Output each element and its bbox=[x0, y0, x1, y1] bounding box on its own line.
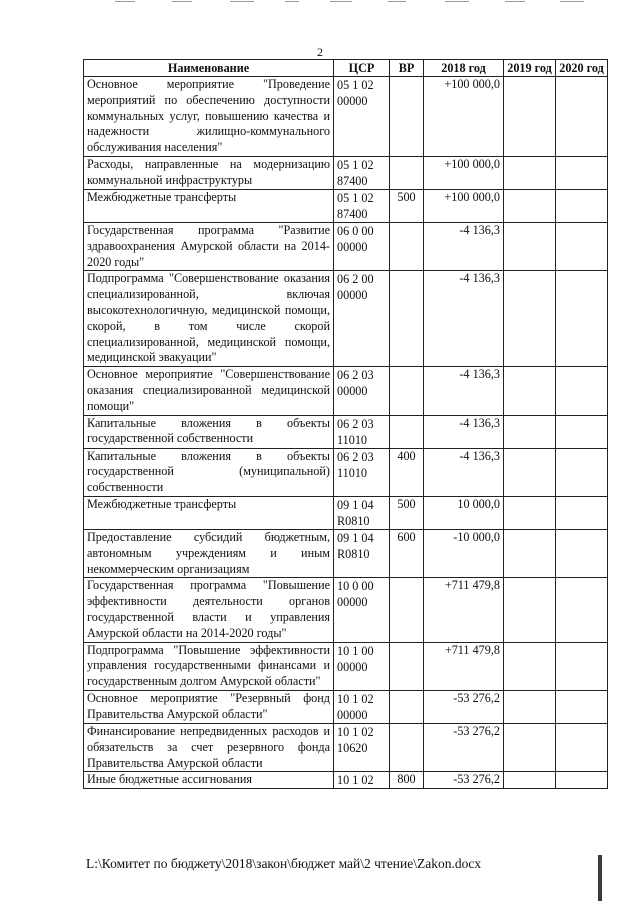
row-csr bbox=[334, 690, 390, 723]
table-row bbox=[84, 772, 608, 789]
row-2020 bbox=[556, 222, 608, 270]
row-vr bbox=[390, 642, 424, 690]
row-csr bbox=[334, 496, 390, 529]
csr-code-part: 00000 bbox=[337, 707, 368, 722]
table-row bbox=[84, 367, 608, 415]
row-2018: 10 000,0 bbox=[424, 496, 504, 529]
row-name: Капитальные вложения в объекты государственной собственности bbox=[84, 415, 334, 448]
row-2019 bbox=[504, 189, 556, 222]
row-csr bbox=[334, 77, 390, 157]
csr-code-part: 09 1 04 bbox=[337, 530, 374, 545]
csr-code-part: 00000 bbox=[337, 595, 368, 610]
table-row bbox=[84, 496, 608, 529]
row-vr: 600 bbox=[390, 529, 424, 577]
csr-code-part: 06 2 03 bbox=[337, 416, 374, 431]
row-name: Основное мероприятие "Проведение мероприятий по обеспечению доступности коммунальных услуг, повышению качества и надежности жилищно-коммунального обслуживания населения" bbox=[84, 77, 334, 157]
row-2020 bbox=[556, 77, 608, 157]
row-name: Иные бюджетные ассигнования bbox=[84, 772, 334, 789]
table-header-row bbox=[84, 60, 608, 77]
header-2020: 2020 год bbox=[556, 60, 608, 77]
row-name: Подпрограмма "Повышение эффективности управления государственными финансами и государственным долгом Амурской области" bbox=[84, 642, 334, 690]
row-2018: +100 000,0 bbox=[424, 189, 504, 222]
row-name: Расходы, направленные на модернизацию коммунальной инфраструктуры bbox=[84, 156, 334, 189]
scan-edge-mark bbox=[598, 855, 602, 901]
row-name: Основное мероприятие "Резервный фонд Правительства Амурской области" bbox=[84, 690, 334, 723]
csr-code-part: 11010 bbox=[337, 465, 368, 480]
budget-table bbox=[83, 59, 608, 789]
row-2019 bbox=[504, 367, 556, 415]
csr-code-part: R0810 bbox=[337, 513, 370, 528]
footer-file-path: L:\Комитет по бюджету\2018\закон\бюджет май\2 чтение\Zakon.docx bbox=[86, 856, 482, 871]
scan-top-edge bbox=[0, 0, 640, 4]
row-2019 bbox=[504, 448, 556, 496]
csr-code-part: 10620 bbox=[337, 740, 368, 755]
row-vr: 400 bbox=[390, 448, 424, 496]
table-row bbox=[84, 642, 608, 690]
csr-code-part: 11010 bbox=[337, 432, 368, 447]
header-name: Наименование bbox=[84, 60, 334, 77]
row-2018: +711 479,8 bbox=[424, 642, 504, 690]
csr-code-part: 10 1 02 bbox=[337, 724, 374, 739]
table-row bbox=[84, 77, 608, 157]
table-row bbox=[84, 271, 608, 367]
row-vr: 500 bbox=[390, 496, 424, 529]
row-csr bbox=[334, 189, 390, 222]
table-row bbox=[84, 690, 608, 723]
row-vr: 500 bbox=[390, 189, 424, 222]
row-2019 bbox=[504, 690, 556, 723]
row-2019 bbox=[504, 496, 556, 529]
table-row bbox=[84, 222, 608, 270]
table-row bbox=[84, 415, 608, 448]
row-2019 bbox=[504, 271, 556, 367]
row-vr bbox=[390, 690, 424, 723]
row-csr bbox=[334, 222, 390, 270]
csr-code-part: 06 2 03 bbox=[337, 368, 374, 383]
row-name: Государственная программа "Развитие здравоохранения Амурской области на 2014-2020 годы" bbox=[84, 222, 334, 270]
row-name: Финансирование непредвиденных расходов и обязательств за счет резервного фонда Правительства Амурской области bbox=[84, 723, 334, 771]
csr-code-part: 10 1 02 bbox=[337, 773, 374, 788]
row-csr bbox=[334, 642, 390, 690]
row-2018: -10 000,0 bbox=[424, 529, 504, 577]
row-vr: 800 bbox=[390, 772, 424, 789]
row-csr bbox=[334, 772, 390, 789]
row-vr bbox=[390, 271, 424, 367]
header-csr: ЦСР bbox=[334, 60, 390, 77]
header-vr: ВР bbox=[390, 60, 424, 77]
row-name: Предоставление субсидий бюджетным, автономным учреждениям и иным некоммерческим организациям bbox=[84, 529, 334, 577]
row-2018: +100 000,0 bbox=[424, 77, 504, 157]
csr-code-part: 00000 bbox=[337, 288, 368, 303]
row-name: Межбюджетные трансферты bbox=[84, 496, 334, 529]
row-csr bbox=[334, 415, 390, 448]
row-2019 bbox=[504, 415, 556, 448]
csr-code-part: 10 1 00 bbox=[337, 643, 374, 658]
csr-code-part: 06 0 00 bbox=[337, 223, 374, 238]
row-2018: -53 276,2 bbox=[424, 723, 504, 771]
row-2018: -4 136,3 bbox=[424, 448, 504, 496]
csr-code-part: 00000 bbox=[337, 384, 368, 399]
row-2020 bbox=[556, 189, 608, 222]
row-vr bbox=[390, 723, 424, 771]
row-2019 bbox=[504, 156, 556, 189]
csr-code-part: 06 2 03 bbox=[337, 449, 374, 464]
row-2020 bbox=[556, 772, 608, 789]
csr-code-part: 87400 bbox=[337, 206, 368, 221]
row-2019 bbox=[504, 578, 556, 642]
row-2020 bbox=[556, 690, 608, 723]
table-row bbox=[84, 723, 608, 771]
table-row bbox=[84, 156, 608, 189]
row-2018: -53 276,2 bbox=[424, 690, 504, 723]
row-2020 bbox=[556, 448, 608, 496]
row-2018: -4 136,3 bbox=[424, 222, 504, 270]
row-2020 bbox=[556, 415, 608, 448]
row-vr bbox=[390, 415, 424, 448]
row-2018: +711 479,8 bbox=[424, 578, 504, 642]
row-2020 bbox=[556, 578, 608, 642]
csr-code-part: R0810 bbox=[337, 546, 370, 561]
header-2018: 2018 год bbox=[424, 60, 504, 77]
row-2019 bbox=[504, 77, 556, 157]
row-2020 bbox=[556, 496, 608, 529]
row-2020 bbox=[556, 723, 608, 771]
csr-code-part: 00000 bbox=[337, 94, 368, 108]
table-row bbox=[84, 529, 608, 577]
row-csr bbox=[334, 578, 390, 642]
header-2019: 2019 год bbox=[504, 60, 556, 77]
table-row bbox=[84, 189, 608, 222]
table-row bbox=[84, 448, 608, 496]
row-vr bbox=[390, 578, 424, 642]
row-name: Межбюджетные трансферты bbox=[84, 189, 334, 222]
csr-code-part: 87400 bbox=[337, 173, 368, 188]
row-2019 bbox=[504, 723, 556, 771]
row-name: Капитальные вложения в объекты государственной (муниципальной) собственности bbox=[84, 448, 334, 496]
row-2018: -4 136,3 bbox=[424, 415, 504, 448]
row-csr bbox=[334, 723, 390, 771]
row-2019 bbox=[504, 772, 556, 789]
row-2018: -4 136,3 bbox=[424, 271, 504, 367]
row-vr bbox=[390, 367, 424, 415]
row-csr bbox=[334, 271, 390, 367]
row-vr bbox=[390, 77, 424, 157]
row-2018: -4 136,3 bbox=[424, 367, 504, 415]
row-csr bbox=[334, 367, 390, 415]
csr-code-part: 05 1 02 bbox=[337, 78, 374, 92]
row-2019 bbox=[504, 642, 556, 690]
csr-code-part: 05 1 02 bbox=[337, 157, 374, 172]
row-2019 bbox=[504, 222, 556, 270]
row-2020 bbox=[556, 156, 608, 189]
row-vr bbox=[390, 156, 424, 189]
row-csr bbox=[334, 529, 390, 577]
row-2018: +100 000,0 bbox=[424, 156, 504, 189]
row-csr bbox=[334, 448, 390, 496]
row-2020 bbox=[556, 642, 608, 690]
row-name: Государственная программа "Повышение эффективности деятельности органов государственной власти и управления Амурской области на 2014-2020 годы" bbox=[84, 578, 334, 642]
row-2019 bbox=[504, 529, 556, 577]
row-2020 bbox=[556, 271, 608, 367]
csr-code-part: 05 1 02 bbox=[337, 190, 374, 205]
row-2018: -53 276,2 bbox=[424, 772, 504, 789]
csr-code-part: 10 1 02 bbox=[337, 691, 374, 706]
row-vr bbox=[390, 222, 424, 270]
csr-code-part: 00000 bbox=[337, 659, 368, 674]
table-row bbox=[84, 578, 608, 642]
csr-code-part: 00000 bbox=[337, 239, 368, 254]
row-name: Основное мероприятие "Совершенствование оказания специализированной медицинской помощи" bbox=[84, 367, 334, 415]
csr-code-part: 09 1 04 bbox=[337, 497, 374, 512]
row-name: Подпрограмма "Совершенствование оказания специализированной, включая высокотехнологичную, медицинской помощи, скорой, в том числе скорой специализированной, медицинской помощи, медицинской эвакуации" bbox=[84, 271, 334, 367]
row-csr bbox=[334, 156, 390, 189]
page-number: 2 bbox=[317, 45, 323, 59]
row-2020 bbox=[556, 529, 608, 577]
row-2020 bbox=[556, 367, 608, 415]
csr-code-part: 10 0 00 bbox=[337, 579, 374, 594]
csr-code-part: 06 2 00 bbox=[337, 272, 374, 287]
